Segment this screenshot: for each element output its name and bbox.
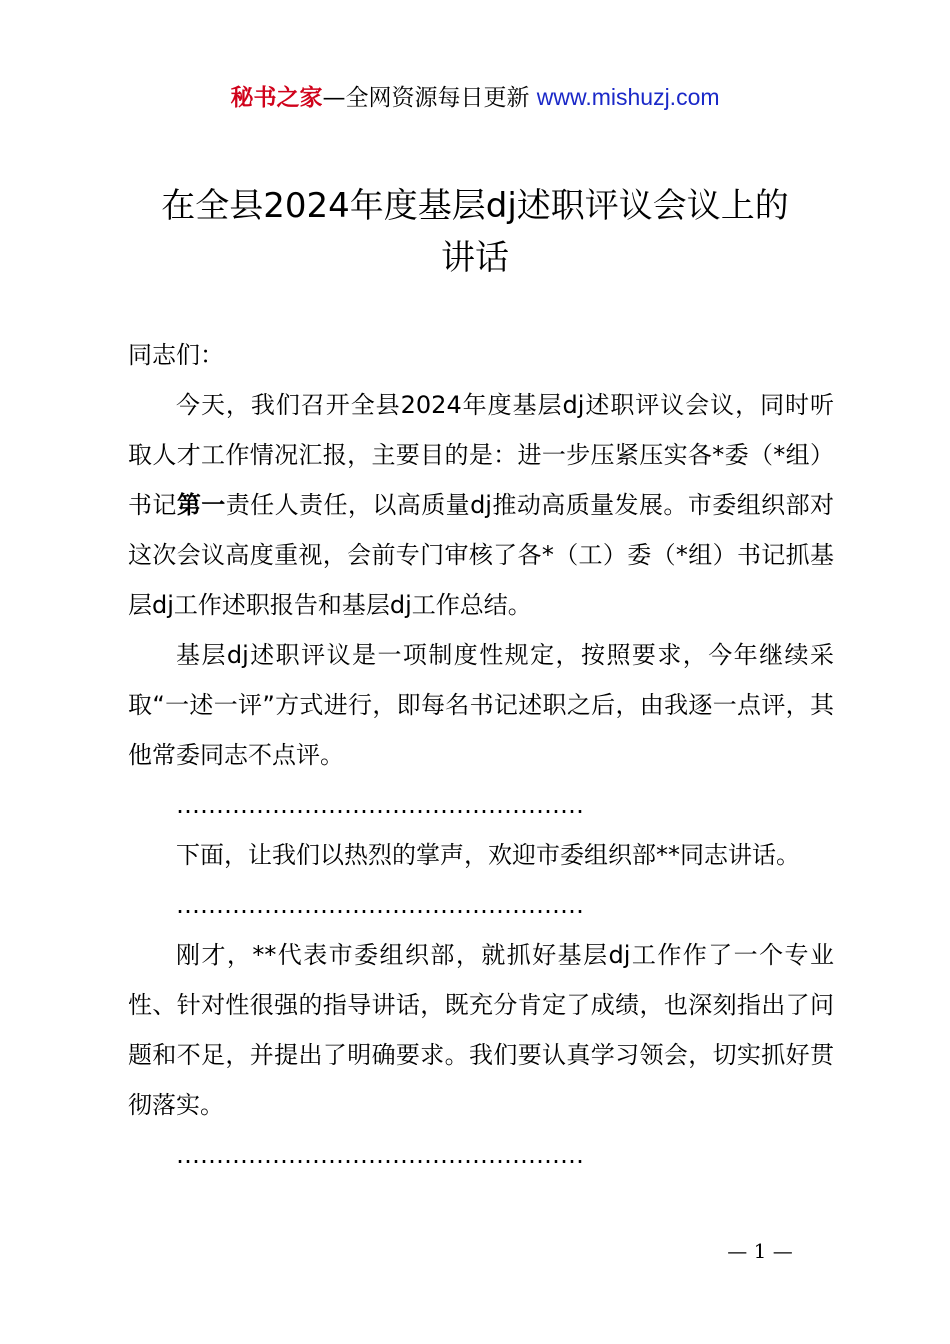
paragraph-1-text-b: 责任人责任，以高质量dj推动高质量发展。市委组织部对这次会议高度重视，会前专门审核了各*（工）委（*组）书记抓基层dj工作述职报告和基层dj工作总结。 <box>128 491 835 619</box>
page-number: — 1 — <box>727 1239 793 1263</box>
paragraph-4: 刚才，**代表市委组织部，就抓好基层dj工作作了一个专业性、针对性很强的指导讲话，既充分肯定了成绩，也深刻指出了问题和不足，并提出了明确要求。我们要认真学习领会，切实抓好贯彻落实。 <box>128 941 834 1119</box>
document-title <box>110 180 840 284</box>
paragraph-1 <box>128 380 834 630</box>
site-url-link[interactable]: www.mishuzj.com <box>536 84 720 110</box>
salutation: 同志们： <box>128 341 224 369</box>
ellipsis-divider-2: …………………………………………… <box>176 891 584 919</box>
paragraph-2: 基层dj述职评议是一项制度性规定，按照要求，今年继续采取“一述一评”方式进行，即每名书记述职之后，由我逐一点评，其他常委同志不点评。 <box>128 641 834 769</box>
paragraph-3: 下面，让我们以热烈的掌声，欢迎市委组织部**同志讲话。 <box>176 841 800 869</box>
ellipsis-divider-3: …………………………………………… <box>176 1141 584 1169</box>
title-line-2: 讲话 <box>441 238 509 278</box>
document-body <box>128 330 834 1180</box>
paragraph-1-bold-text: 第一 <box>176 491 226 519</box>
paragraph-1-text-a: 今天，我们召开全县2024年度基层dj述职评议会议，同时听取人才工作情况汇报，主要目的是：进一步压紧压实各*委（*组）书记 <box>128 391 834 519</box>
ellipsis-divider-1: …………………………………………… <box>176 791 584 819</box>
title-line-1: 在全县2024年度基层dj述职评议会议上的 <box>161 186 789 226</box>
brand-name: 秘书之家 <box>230 85 323 111</box>
site-tagline: —全网资源每日更新 <box>322 85 530 111</box>
site-header <box>0 80 950 115</box>
